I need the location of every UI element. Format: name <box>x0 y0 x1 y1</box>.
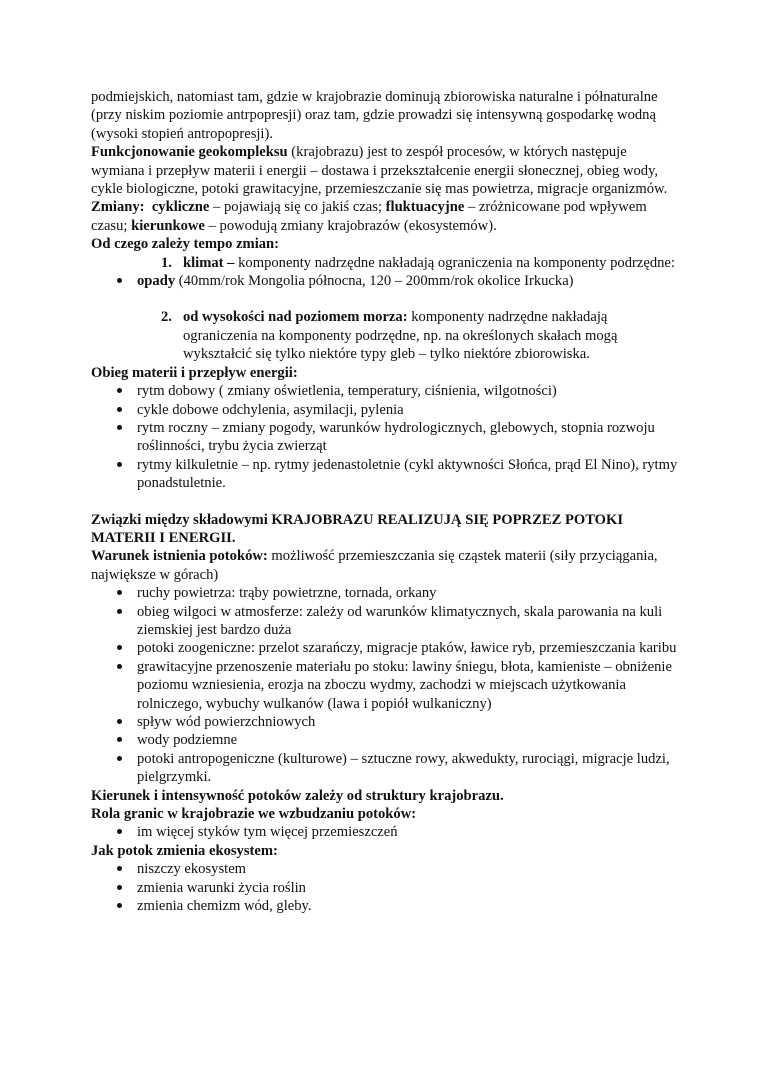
zmiany-term-fluktuacyjne: fluktuacyjne <box>385 199 465 216</box>
tempo-item-term: klimat – <box>183 254 235 271</box>
list-item: rytm dobowy ( zmiany oświetlenia, temperatury, ciśnienia, wilgotności) <box>137 382 680 400</box>
list-item: wody podziemne <box>137 731 680 749</box>
tempo-heading <box>91 235 680 253</box>
tempo-item-number: 1. <box>161 254 172 271</box>
list-item: rytmy kilkuletnie – np. rytmy jedenastoletnie (cykl aktywności Słońca, prąd El Nino), rytmy ponadstuletnie. <box>137 456 680 493</box>
opady-term: opady <box>137 273 176 290</box>
rola-list <box>91 823 680 841</box>
warunek-text: możliwość przemieszczania się cząstek materii (siły przyciągania, największe w górach) <box>91 548 658 583</box>
list-item: ruchy powietrza: trąby powietrzne, tornada, orkany <box>137 584 680 602</box>
zmiany-term-kierunkowe: kierunkowe <box>131 217 205 234</box>
zwiazki-heading-text: Związki między składowymi KRAJOBRAZU REALIZUJĄ SIĘ POPRZEZ POTOKI MATERII I ENERGII. <box>91 511 624 546</box>
list-item: niszczy ekosystem <box>137 860 680 878</box>
funkcjonowanie-text: (krajobrazu) jest to zespół procesów, w których następuje wymiana i przepływ materii i energii – dostawa i przekształcenie energii słonecznej, obieg wody, cykle biologiczne, potoki grawitacyjne, przemieszczanie się mas powietrza, migracje organizmów. <box>91 144 668 198</box>
tempo-heading-text: Od czego zależy tempo zmian: <box>91 236 280 253</box>
list-item: im więcej styków tym więcej przemieszczeń <box>137 823 680 841</box>
list-item: potoki zoogeniczne: przelot szarańczy, migracje ptaków, ławice ryb, przemieszczania karibu <box>137 639 680 657</box>
warunek-term: Warunek istnienia potoków: <box>91 548 268 565</box>
jak-heading-text: Jak potok zmienia ekosystem: <box>91 842 278 859</box>
obieg-list <box>91 382 680 492</box>
obieg-heading-text: Obieg materii i przepływ energii: <box>91 364 298 381</box>
list-item: potoki antropogeniczne (kulturowe) – sztuczne rowy, akwedukty, rurociągi, migracje ludzi, pielgrzymki. <box>137 750 680 787</box>
list-item: cykle dobowe odchylenia, asymilacji, pylenia <box>137 401 680 419</box>
rola-heading <box>91 805 680 823</box>
list-item: grawitacyjne przenoszenie materiału po stoku: lawiny śniegu, błota, kamieniste – obniżenie poziomu wzniesienia, erozja na zboczu wydmy, zachodzi w miejscach użytkowania rolniczego, wybuchy wulkanów (lawa i popiół wulkaniczny) <box>137 658 680 713</box>
kierunek-heading <box>91 787 680 805</box>
list-item: zmienia warunki życia roślin <box>137 879 680 897</box>
funkcjonowanie-paragraph <box>91 143 680 198</box>
zmiany-paragraph <box>91 198 680 235</box>
tempo-item-wysokosc <box>161 308 680 363</box>
list-item: spływ wód powierzchniowych <box>137 713 680 731</box>
zmiany-term-cykliczne: cykliczne <box>151 199 210 216</box>
obieg-heading <box>91 364 680 382</box>
zmiany-text-1: – pojawiają się co jakiś czas; <box>209 199 386 216</box>
tempo-item-number: 2. <box>161 309 172 326</box>
opady-item <box>137 272 680 290</box>
tempo-item-text: komponenty nadrzędne nakładają ograniczenia na komponenty podrzędne: <box>234 254 675 271</box>
spacer <box>91 493 680 511</box>
tempo-item-klimat <box>161 254 680 272</box>
kierunek-heading-text: Kierunek i intensywność potoków zależy od struktury krajobrazu. <box>91 787 504 804</box>
list-item: obieg wilgoci w atmosferze: zależy od warunków klimatycznych, skala parowania na kuli ziemskiej jest bardzo duża <box>137 603 680 640</box>
zmiany-label: Zmiany: <box>91 199 152 216</box>
tempo-list-1 <box>91 254 680 272</box>
tempo-list-2 <box>91 308 680 363</box>
warunek-paragraph <box>91 547 680 584</box>
tempo-item-term: od wysokości nad poziomem morza: <box>183 309 408 326</box>
list-item: rytm roczny – zmiany pogody, warunków hydrologicznych, glebowych, stopnia rozwoju roślinności, trybu życia zwierząt <box>137 419 680 456</box>
list-item: zmienia chemizm wód, gleby. <box>137 897 680 915</box>
jak-heading <box>91 842 680 860</box>
zmiany-text-2: – zróżnicowane pod wpływem czasu; <box>91 199 647 234</box>
warunek-list <box>91 584 680 786</box>
funkcjonowanie-term: Funkcjonowanie geokompleksu <box>91 144 288 161</box>
zmiany-text-3: – powodują zmiany krajobrazów (ekosystemów). <box>204 217 497 234</box>
spacer <box>91 290 680 308</box>
jak-list <box>91 860 680 915</box>
intro-paragraph: podmiejskich, natomiast tam, gdzie w krajobrazie dominują zbiorowiska naturalne i półnaturalne (przy niskim poziomie antrpopresji) oraz tam, gdzie prowadzi się intensywną gospodarkę wodną (wysoki stopień antropopresji). <box>91 89 658 142</box>
rola-heading-text: Rola granic w krajobrazie we wzbudzaniu potoków: <box>91 806 417 823</box>
opady-text: (40mm/rok Mongolia północna, 120 – 200mm/rok okolice Irkucka) <box>175 273 574 290</box>
zwiazki-heading <box>91 511 680 548</box>
tempo-item-text: komponenty nadrzędne nakładają ograniczenia na komponenty podrzędne, np. na określonych skałach mogą wykształcić się tylko niektóre typy gleb – tylko niektóre zbiorowiska. <box>183 309 618 363</box>
opady-list <box>91 272 680 290</box>
